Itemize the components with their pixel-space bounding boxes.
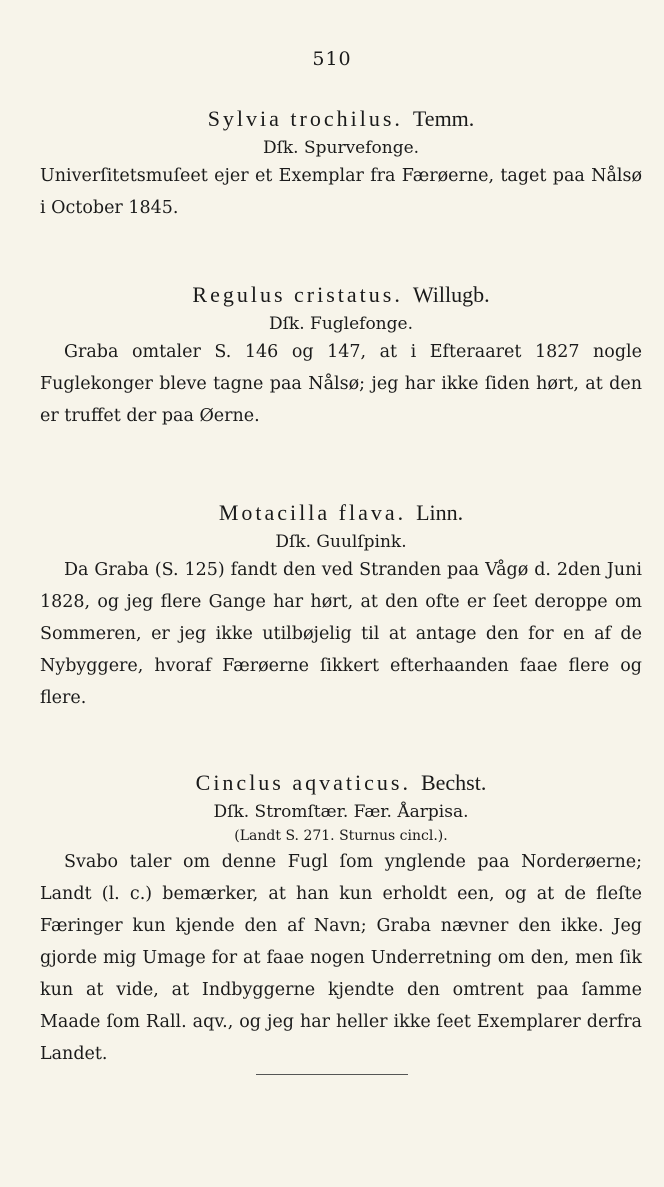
species-entry-regulus (40, 282, 642, 432)
species-entry-sylvia (40, 106, 642, 224)
species-title (40, 770, 642, 796)
common-name: Dſk. Stromſtær. Fær. Åarpisa. (213, 802, 469, 822)
species-author: Bechst. (420, 770, 487, 795)
footer-rule (256, 1074, 408, 1075)
species-entry-cinclus (40, 770, 642, 1070)
common-name: Dſk. Spurvefonge. (262, 138, 420, 158)
entry-text: Univerſitetsmuſeet ejer et Exemplar fra Færøerne, taget paa Nålsø i October 1845. (40, 166, 642, 218)
page-number: 510 (312, 48, 352, 70)
species-author: Willugb. (412, 282, 490, 307)
entry-text: Graba omtaler S. 146 og 147, at i Efteraaret 1827 nogle Fuglekonger bleve tagne paa Nålsø; jeg har ikke ſiden hørt, at den er truffet der paa Øerne. (40, 342, 642, 426)
entry-text: Da Graba (S. 125) fandt den ved Stranden paa Vågø d. 2den Juni 1828, og jeg flere Gange har hørt, at den ofte er ſeet deroppe om Sommeren, er jeg ikke utilbøjelig til at antage den for en af de Nybyggere, hvoraf Færøerne ſikkert efterhaanden faae flere og flere. (40, 560, 642, 708)
species-title (40, 282, 642, 308)
entry-text: Svabo taler om denne Fugl ſom ynglende paa Norderøerne; Landt (l. c.) bemærker, at han kun erholdt een, og at de fleſte Færinger kun kjende den af Navn; Graba nævner den ikke. Jeg gjorde mig Umage for at faae nogen Underretning om den, men ſik kun at vide, at Indbyggerne kjendte den omtrent paa ſamme Maade ſom Rall. aqv., og jeg har heller ikke ſeet Exemplarer derfra Landet. (40, 852, 642, 1064)
species-name: Motacilla flava. (218, 500, 407, 525)
species-name: Regulus cristatus. (192, 282, 403, 307)
species-author: Temm. (412, 106, 475, 131)
species-name: Cinclus aqvaticus. (195, 770, 411, 795)
reference-note: (Landt S. 271. Sturnus cincl.). (234, 828, 448, 844)
species-title (40, 106, 642, 132)
common-name: Dſk. Guulſpink. (275, 532, 407, 552)
species-title (40, 500, 642, 526)
species-author: Linn. (416, 500, 464, 525)
species-entry-motacilla (40, 500, 642, 714)
common-name: Dſk. Fuglefonge. (269, 314, 413, 334)
species-name: Sylvia trochilus. (207, 106, 403, 131)
